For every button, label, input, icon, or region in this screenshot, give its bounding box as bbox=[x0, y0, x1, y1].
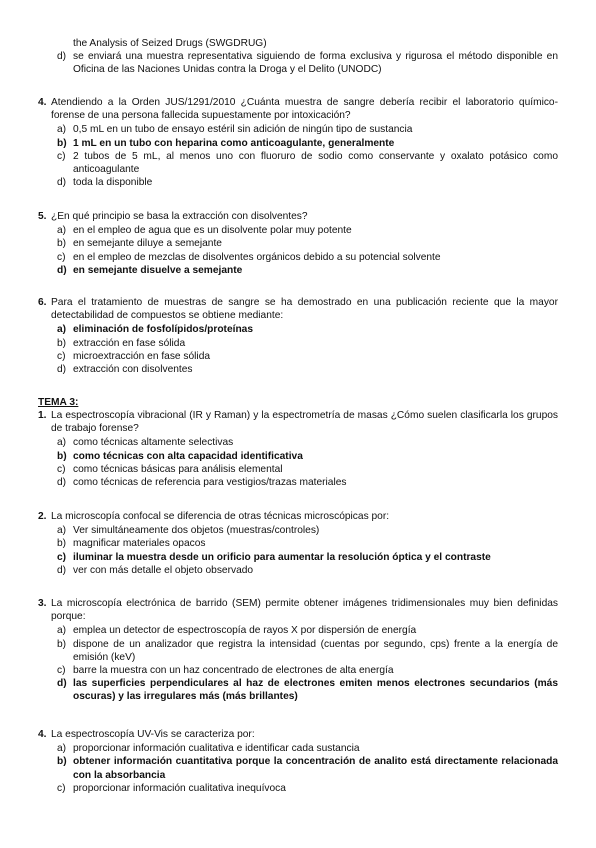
option-a bbox=[38, 624, 558, 637]
option-text: dispone de un analizador que registra la intensidad (cuentas por segundo, cps) frente a la energía de emisión (keV) bbox=[73, 638, 558, 663]
option-letter: b) bbox=[57, 337, 67, 349]
question-text: La microscopía electrónica de barrido (SEM) permite obtener imágenes tridimensionales muy bien definidas porque: bbox=[51, 598, 558, 623]
option-c bbox=[38, 251, 558, 264]
question-5 bbox=[38, 210, 558, 277]
option-d bbox=[38, 176, 558, 189]
option-letter: c) bbox=[57, 251, 66, 263]
option-b bbox=[38, 537, 558, 550]
option-text: 2 tubos de 5 mL, al menos uno con fluoruro de sodio como conservante y oxalato potásico como anticoagulante bbox=[73, 150, 558, 176]
option-text: extracción con disolventes bbox=[73, 364, 193, 376]
question-number: 6. bbox=[38, 297, 47, 308]
question-number: 2. bbox=[38, 511, 47, 522]
option-letter: b) bbox=[57, 538, 67, 550]
option-letter: d) bbox=[57, 177, 67, 189]
continuation-block bbox=[38, 37, 558, 77]
option-a bbox=[38, 524, 558, 537]
question-number: 4. bbox=[38, 97, 47, 108]
option-a bbox=[38, 436, 558, 449]
tema3-question-3 bbox=[38, 597, 558, 704]
option-a bbox=[38, 123, 558, 136]
option-text: obtener información cuantitativa porque la concentración de analito está directamente relacionada con la absorbancia bbox=[73, 756, 558, 781]
option-letter: d) bbox=[57, 51, 67, 63]
option-letter: a) bbox=[57, 124, 67, 136]
option-letter: a) bbox=[57, 743, 67, 755]
tema3-question-4 bbox=[38, 728, 558, 795]
option-letter: b) bbox=[57, 638, 67, 650]
option-b-correct bbox=[38, 755, 558, 781]
option-d bbox=[38, 476, 558, 489]
option-text: como técnicas básicas para análisis elemental bbox=[73, 463, 283, 475]
option-b-correct bbox=[38, 450, 558, 463]
option-letter: d) bbox=[57, 678, 67, 690]
tema3-question-1 bbox=[38, 409, 558, 489]
option-text: como técnicas de referencia para vestigios/trazas materiales bbox=[73, 477, 347, 489]
option-c-correct bbox=[38, 551, 558, 564]
option-text: proporcionar información cualitativa e identificar cada sustancia bbox=[73, 743, 360, 755]
option-text: en el empleo de mezclas de disolventes orgánicos debido a su potencial solvente bbox=[73, 251, 441, 263]
option-letter: d) bbox=[57, 477, 67, 489]
option-text: 0,5 mL en un tubo de ensayo estéril sin adición de ningún tipo de sustancia bbox=[73, 124, 413, 136]
option-c bbox=[38, 150, 558, 176]
question-number: 3. bbox=[38, 598, 47, 609]
option-b bbox=[38, 638, 558, 664]
option-b bbox=[38, 337, 558, 350]
option-text: proporcionar información cualitativa inequívoca bbox=[73, 782, 286, 794]
option-letter: d) bbox=[57, 364, 67, 376]
question-6 bbox=[38, 296, 558, 376]
option-letter: d) bbox=[57, 564, 67, 576]
option-text: en el empleo de agua que es un disolvente polar muy potente bbox=[73, 225, 352, 237]
option-d bbox=[38, 564, 558, 577]
option-d-correct bbox=[38, 264, 558, 277]
option-a-correct bbox=[38, 323, 558, 336]
option-text: en semejante diluye a semejante bbox=[73, 238, 222, 250]
option-letter: c) bbox=[57, 350, 66, 362]
option-text: eliminación de fosfolípidos/proteínas bbox=[73, 324, 254, 336]
option-text: ver con más detalle el objeto observado bbox=[73, 564, 254, 576]
option-a bbox=[38, 742, 558, 755]
question-number: 1. bbox=[38, 410, 47, 421]
question-text: Atendiendo a la Orden JUS/1291/2010 ¿Cuánta muestra de sangre debería recibir el laboratorio químico-forense de una persona fallecida supuestamente por intoxicación? bbox=[51, 97, 558, 122]
option-text: como técnicas altamente selectivas bbox=[73, 437, 234, 449]
tema3-question-2 bbox=[38, 510, 558, 577]
option-c bbox=[38, 664, 558, 677]
question-text: La microscopía confocal se diferencia de otras técnicas microscópicas por: bbox=[51, 511, 390, 522]
option-letter: c) bbox=[57, 551, 67, 563]
option-d bbox=[38, 363, 558, 376]
continuation-line: the Analysis of Seized Drugs (SWGDRUG) bbox=[73, 38, 267, 49]
option-c bbox=[38, 350, 558, 363]
option-d bbox=[38, 50, 558, 76]
option-text: en semejante disuelve a semejante bbox=[73, 264, 243, 276]
option-letter: b) bbox=[57, 238, 67, 250]
option-text: barre la muestra con un haz concentrado de electrones de alta energía bbox=[73, 665, 394, 677]
option-text: extracción en fase sólida bbox=[73, 337, 186, 349]
option-text: emplea un detector de espectroscopía de rayos X por dispersión de energía bbox=[73, 625, 417, 637]
option-a bbox=[38, 224, 558, 237]
option-letter: c) bbox=[57, 463, 66, 475]
option-text: iluminar la muestra desde un orificio para aumentar la resolución óptica y el contraste bbox=[73, 551, 491, 563]
question-4 bbox=[38, 96, 558, 189]
question-text: Para el tratamiento de muestras de sangre se ha demostrado en una publicación reciente que la mayor detectabilidad de compuestos se obtiene mediante: bbox=[51, 297, 558, 322]
question-text: La espectroscopía UV-Vis se caracteriza por: bbox=[51, 729, 255, 740]
option-letter: b) bbox=[57, 450, 67, 462]
option-letter: a) bbox=[57, 437, 67, 449]
option-letter: c) bbox=[57, 150, 66, 162]
option-c bbox=[38, 463, 558, 476]
option-text: como técnicas con alta capacidad identificativa bbox=[73, 450, 303, 462]
option-text: magnificar materiales opacos bbox=[73, 538, 206, 550]
option-letter: d) bbox=[57, 264, 67, 276]
question-text: ¿En qué principio se basa la extracción con disolventes? bbox=[51, 211, 308, 222]
option-b bbox=[38, 237, 558, 250]
section-title: TEMA 3: bbox=[38, 397, 79, 408]
option-text: toda la disponible bbox=[73, 177, 153, 189]
section-block bbox=[38, 396, 558, 409]
question-number: 4. bbox=[38, 729, 47, 740]
option-letter: a) bbox=[57, 525, 67, 537]
option-c bbox=[38, 782, 558, 795]
option-letter: b) bbox=[57, 137, 67, 149]
option-text: microextracción en fase sólida bbox=[73, 350, 211, 362]
option-letter: a) bbox=[57, 625, 67, 637]
option-letter: a) bbox=[57, 324, 67, 336]
question-text: La espectroscopía vibracional (IR y Raman) y la espectrometría de masas ¿Cómo suelen clasificarla los grupos de trabajo forense? bbox=[51, 410, 558, 435]
option-letter: b) bbox=[57, 756, 67, 768]
option-text: las superficies perpendiculares al haz de electrones emiten menos electrones secundarios (más oscuras) y las irregulares más (más brillantes) bbox=[73, 678, 558, 703]
option-letter: c) bbox=[57, 782, 66, 794]
option-text: 1 mL en un tubo con heparina como anticoagulante, generalmente bbox=[73, 137, 395, 149]
option-b-correct bbox=[38, 137, 558, 150]
option-text: se enviará una muestra representativa siguiendo de forma exclusiva y rigurosa el método disponible en Oficina de las Naciones Unidas contra la Droga y el Delito (UNODC) bbox=[73, 51, 558, 76]
option-letter: c) bbox=[57, 665, 66, 677]
option-text: Ver simultáneamente dos objetos (muestras/controles) bbox=[73, 525, 320, 537]
option-d-correct bbox=[38, 677, 558, 703]
option-letter: a) bbox=[57, 225, 67, 237]
question-number: 5. bbox=[38, 211, 47, 222]
